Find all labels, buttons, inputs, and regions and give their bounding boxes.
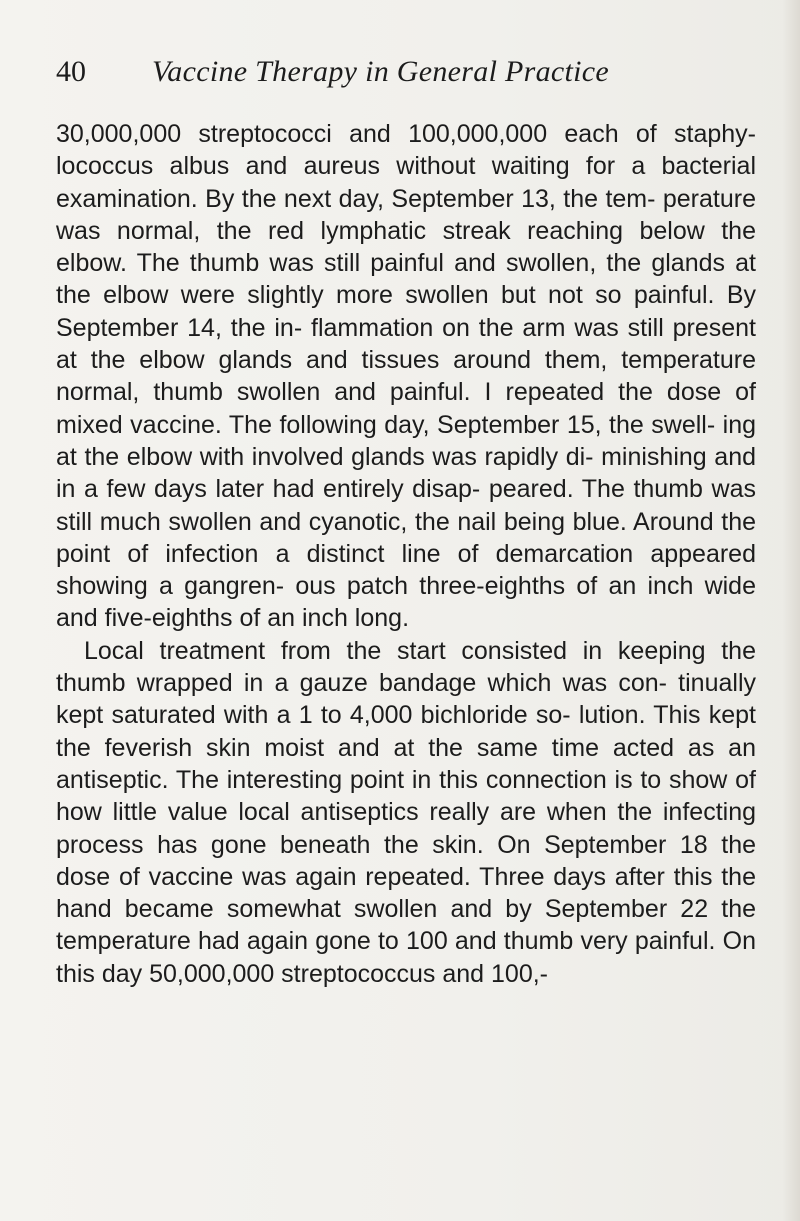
page-edge-shadow	[782, 0, 800, 1221]
paragraph-1: 30,000,000 streptococci and 100,000,000 each of staphy- lococcus albus and aureus without waiting for a bacterial examination. By the next day, September 13, the tem- perature was normal, the red lymphatic streak reaching below the elbow. The thumb was still painful and swollen, the glands at the elbow were slightly more swollen but not so painful. By September 14, the in- flammation on the arm was still present at the elbow glands and tissues around them, temperature normal, thumb swollen and painful. I repeated the dose of mixed vaccine. The following day, September 15, the swell- ing at the elbow with involved glands was rapidly di- minishing and in a few days later had entirely disap- peared. The thumb was still much swollen and cyanotic, the nail being blue. Around the point of infection a distinct line of demarcation appeared showing a gangren- ous patch three-eighths of an inch wide and five-eighths of an inch long.	[56, 120, 756, 633]
running-title: Vaccine Therapy in General Practice	[152, 55, 610, 88]
running-head	[56, 52, 756, 92]
paragraph-2: Local treatment from the start consisted in keeping the thumb wrapped in a gauze bandage which was con- tinually kept saturated with a 1 to 4,000 bichloride so- lution. This kept the feverish skin moist and at the same time acted as an antiseptic. The interesting point in this connection is to show of how little value local antiseptics really are when the infecting process has gone beneath the skin. On September 18 the dose of vaccine was again repeated. Three days after this the hand became somewhat swollen and by September 22 the temperature had again gone to 100 and thumb very painful. On this day 50,000,000 streptococcus and 100,-	[56, 636, 756, 988]
page-number: 40	[56, 55, 86, 88]
body-text	[56, 118, 756, 990]
